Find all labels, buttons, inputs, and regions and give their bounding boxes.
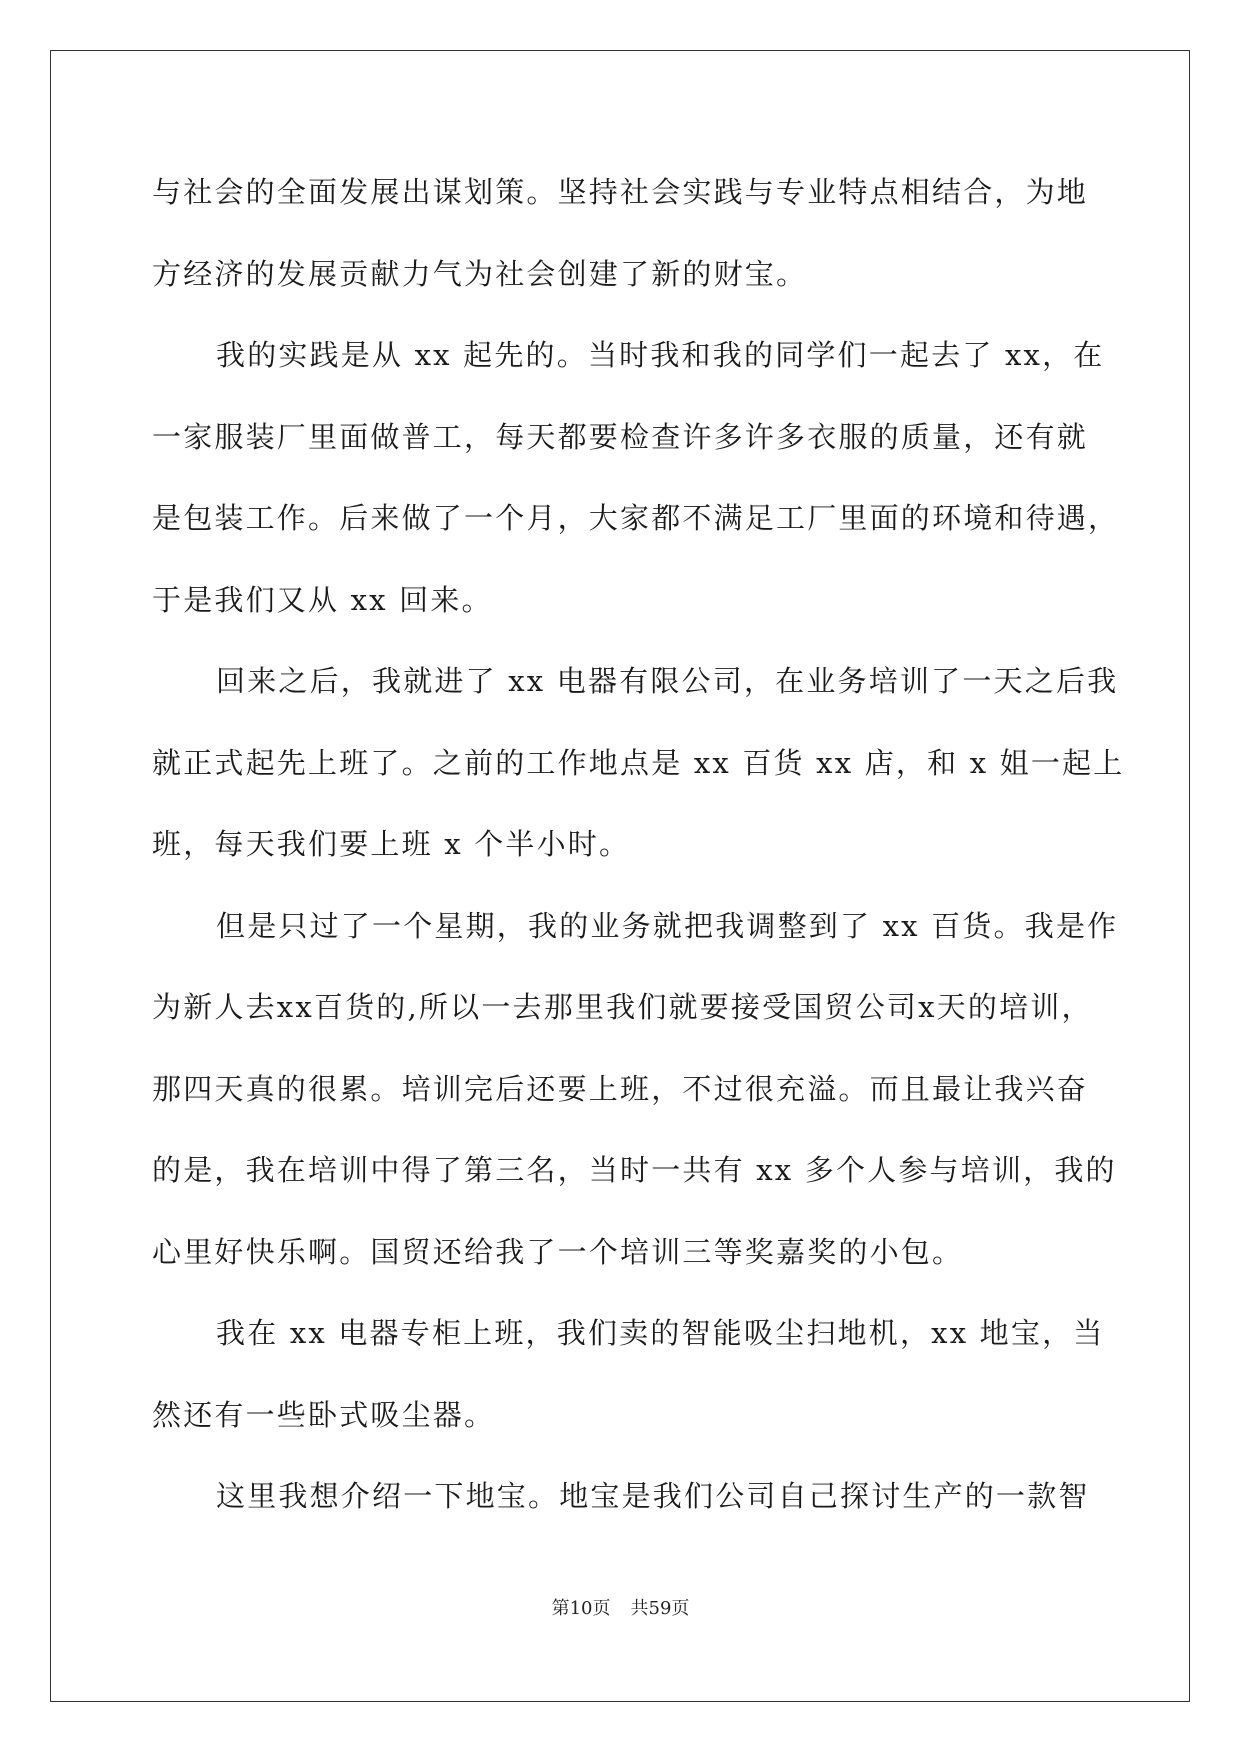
text-line: 心里好快乐啊。国贸还给我了一个培训三等奖嘉奖的小包。 xyxy=(152,1234,964,1269)
text-line: 方经济的发展贡献力气为社会创建了新的财宝。 xyxy=(152,256,808,291)
text-line: 这里我想介绍一下地宝。地宝是我们公司自己探讨生产的一款智 xyxy=(216,1479,1090,1513)
text-line: 是包装工作。后来做了一个月，大家都不满足工厂里面的环境和待遇， xyxy=(152,501,1120,535)
text-line: 班，每天我们要上班 x 个半小时。 xyxy=(152,827,631,861)
text-line: 我的实践是从 xx 起先的。当时我和我的同学们一起去了 xx，在 xyxy=(216,338,1105,372)
text-line: 回来之后，我就进了 xx 电器有限公司，在业务培训了一天之后我 xyxy=(216,664,1119,698)
text-line: 我在 xx 电器专柜上班，我们卖的智能吸尘扫地机，xx 地宝，当 xyxy=(216,1316,1105,1350)
text-line: 于是我们又从 xx 回来。 xyxy=(152,582,493,617)
text-line: 但是只过了一个星期，我的业务就把我调整到了 xx 百货。我是作 xyxy=(216,908,1119,943)
text-line: 的是，我在培训中得了第三名，当时一共有 xx 多个人参与培训，我的 xyxy=(152,1153,1117,1187)
page-footer xyxy=(0,1594,1241,1620)
text-line: 那四天真的很累。培训完后还要上班，不过很充溢。而且最让我兴奋 xyxy=(152,1071,1089,1106)
text-line: 一家服装厂里面做普工，每天都要检查许多许多衣服的质量，还有就 xyxy=(152,419,1089,454)
document-body xyxy=(152,162,1125,1548)
text-line: 为新人去xx百货的,所以一去那里我们就要接受国贸公司x天的培训， xyxy=(152,990,1093,1024)
text-line: 然还有一些卧式吸尘器。 xyxy=(152,1397,496,1432)
page-number: 第10页 xyxy=(551,1598,611,1619)
text-line: 与社会的全面发展出谋划策。坚持社会实践与专业特点相结合，为地 xyxy=(152,175,1089,209)
page-total: 共59页 xyxy=(630,1598,690,1619)
text-line: 就正式起先上班了。之前的工作地点是 xx 百货 xx 店，和 x 姐一起上 xyxy=(152,745,1125,780)
